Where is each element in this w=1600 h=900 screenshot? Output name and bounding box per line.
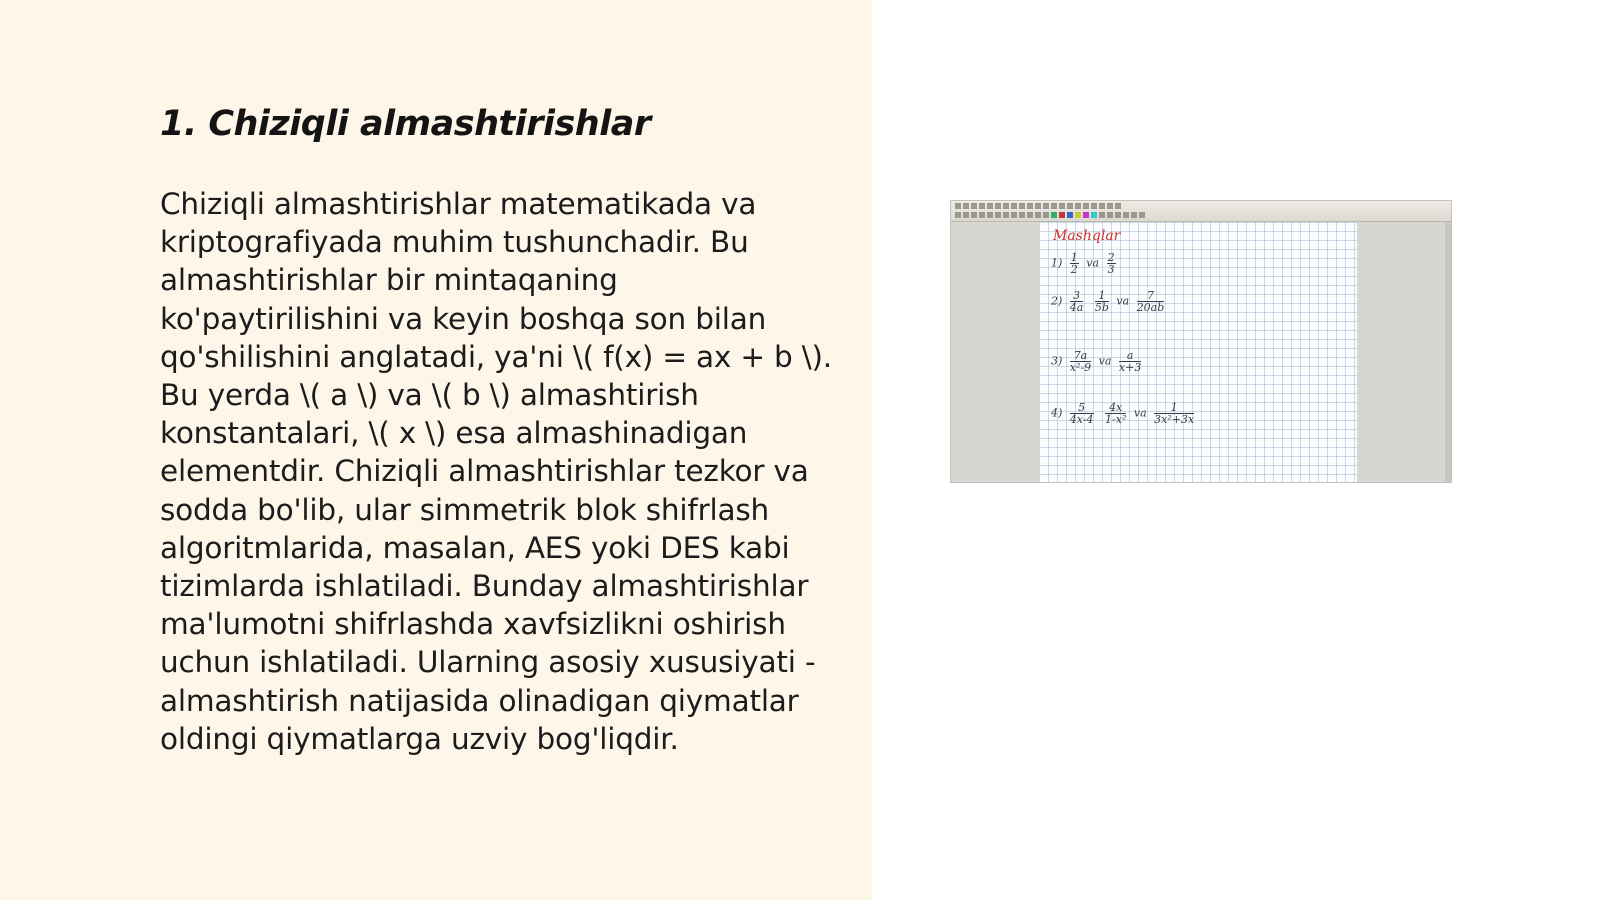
grid-paper xyxy=(1039,222,1357,482)
exercise-row: 4) $\frac{5}{4x-4}$ $\frac{4x}{\text{1-x²}}$ va $\frac{1}{\text{3x²+3x}}$ xyxy=(1051,401,1195,426)
exercise-row: 2) $\frac{3}{4a}$ $\frac{1}{5b}$ va $\frac{7}{20ab}$ xyxy=(1051,289,1165,314)
exercise-row: 3) $\frac{7a}{\text{x²-9}}$ va $\frac{a}{x+3}$ xyxy=(1051,349,1142,374)
worksheet-screenshot xyxy=(950,200,1452,483)
screenshot-toolbar xyxy=(951,201,1451,222)
screenshot-scrollbar xyxy=(1445,222,1451,482)
slide-title: 1. Chiziqli almashtirishlar xyxy=(160,104,651,144)
worksheet-heading: Mashqlar xyxy=(1053,228,1121,244)
exercise-row: 1) $\frac{1}{2}$ va $\frac{2}{3}$ xyxy=(1051,251,1115,276)
slide-body: Chiziqli almashtirishlar matematikada va kriptografiyada muhim tushunchadir. Bu almashtirishlar bir mintaqaning ko'paytirilishini va keyin boshqa son bilan qo'shilishini anglatadi, ya'ni \( f(x) = ax + b \). Bu yerda \( a \) va \( b \) almashtirish konstantalari, \( x \) esa almashinadigan elementdir. Chiziqli almashtirishlar tezkor va sodda bo'lib, ular simmetrik blok shifrlash algoritmlarida, masalan, AES yoki DES kabi tizimlarda ishlatiladi. Bunday almashtirishlar ma'lumotni shifrlashda xavfsizlikni oshirish uchun ishlatiladi. Ularning asosiy xususiyati - almashtirish natijasida olinadigan qiymatlar oldingi qiymatlarga uzviy bog'liqdir. xyxy=(160,187,832,756)
